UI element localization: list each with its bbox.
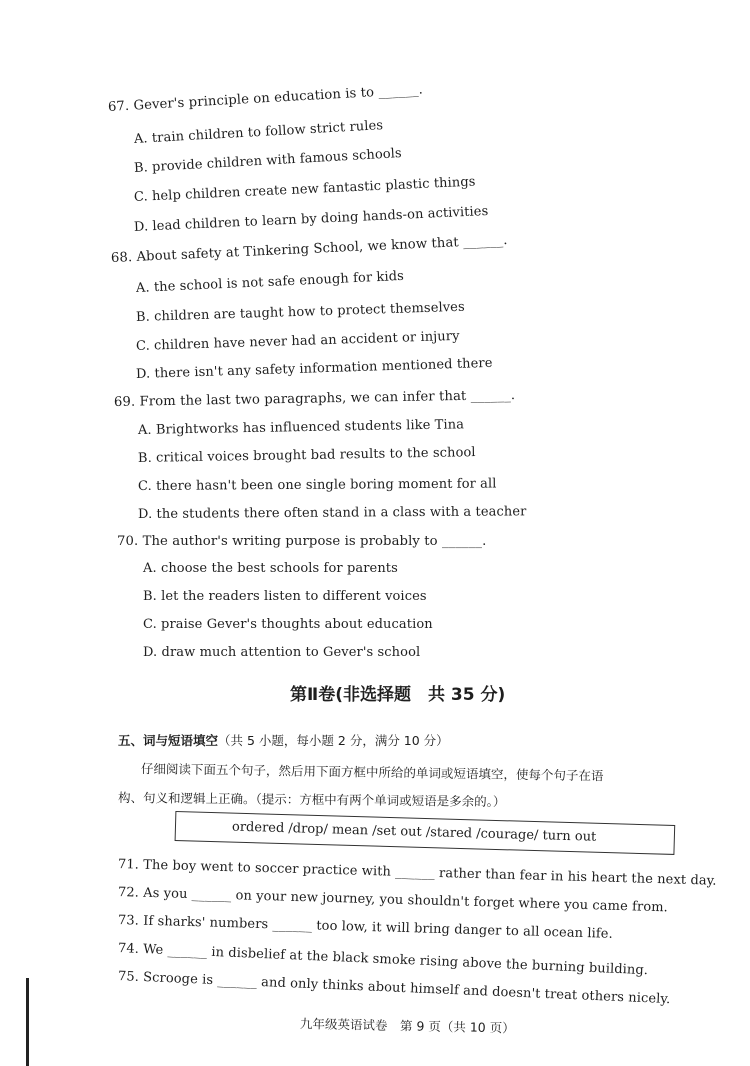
word-box-text: ordered /drop/ mean /set out /stared /courage/ turn out bbox=[231, 819, 597, 845]
section-title: 第Ⅱ卷(非选择题 共 35 分) bbox=[290, 685, 506, 705]
sentence-75: 75. Scrooge is ______ and only thinks about himself and doesn't treat others nicely. bbox=[117, 969, 671, 1008]
sentence-73: 73. If sharks' numbers ______ too low, it will bring danger to all ocean life. bbox=[117, 913, 614, 942]
sentence-74: 74. We ______ in disbelief at the black smoke rising above the burning building. bbox=[117, 941, 649, 979]
question-68-option-b: B. children are taught how to protect themselves bbox=[135, 299, 465, 325]
sentence-72: 72. As you ______ on your new journey, you shouldn't forget where you came from. bbox=[117, 885, 669, 916]
question-69-option-c: C. there hasn't been one single boring moment for all bbox=[137, 476, 497, 494]
question-68-option-a: A. the school is not safe enough for kids bbox=[135, 268, 405, 296]
question-68-stem: 68. About safety at Tinkering School, we know that ______. bbox=[110, 233, 508, 266]
part5-heading-label: 五、词与短语填空 bbox=[118, 733, 219, 748]
page-footer: 九年级英语试卷 第 9 页（共 10 页） bbox=[299, 1016, 515, 1036]
question-67-option-d: D. lead children to learn by doing hands-on activities bbox=[133, 203, 489, 235]
question-69-option-a: A. Brightworks has influenced students like Tina bbox=[137, 417, 465, 438]
word-box bbox=[175, 811, 676, 855]
part5-instruction-line2: 构、句义和逻辑上正确。（提示：方框中有两个单词或短语是多余的。） bbox=[117, 790, 506, 810]
scan-edge-mark bbox=[26, 978, 29, 1066]
part5-heading-note: （共 5 小题，每小题 2 分，满分 10 分） bbox=[218, 733, 449, 748]
question-67-option-a: A. train children to follow strict rules bbox=[133, 118, 384, 147]
question-67-option-c: C. help children create new fantastic plastic things bbox=[133, 174, 476, 205]
question-70-stem: 70. The author's writing purpose is probably to ______. bbox=[117, 534, 487, 549]
question-68-option-c: C. children have never had an accident or injury bbox=[135, 328, 460, 354]
question-69-option-b: B. critical voices brought bad results to the school bbox=[137, 445, 476, 466]
question-70-option-d: D. draw much attention to Gever's school bbox=[143, 645, 421, 660]
part5-heading bbox=[118, 731, 449, 749]
question-70-option-b: B. let the readers listen to different voices bbox=[143, 589, 427, 604]
question-69-option-d: D. the students there often stand in a class with a teacher bbox=[137, 504, 527, 522]
sentence-71: 71. The boy went to soccer practice with ______ rather than fear in his heart the next day. bbox=[117, 857, 717, 889]
question-67-stem: 67. Gever's principle on education is to ______. bbox=[107, 82, 424, 115]
question-69-stem: 69. From the last two paragraphs, we can infer that ______. bbox=[113, 387, 516, 410]
question-67-option-b: B. provide children with famous schools bbox=[133, 146, 403, 176]
question-68-option-d: D. there isn't any safety information mentioned there bbox=[135, 355, 493, 382]
question-70-option-a: A. choose the best schools for parents bbox=[143, 561, 398, 576]
part5-instruction-line1: 仔细阅读下面五个句子，然后用下面方框中所给的单词或短语填空，使每个句子在语 bbox=[140, 761, 604, 784]
question-70-option-c: C. praise Gever's thoughts about education bbox=[143, 617, 433, 632]
